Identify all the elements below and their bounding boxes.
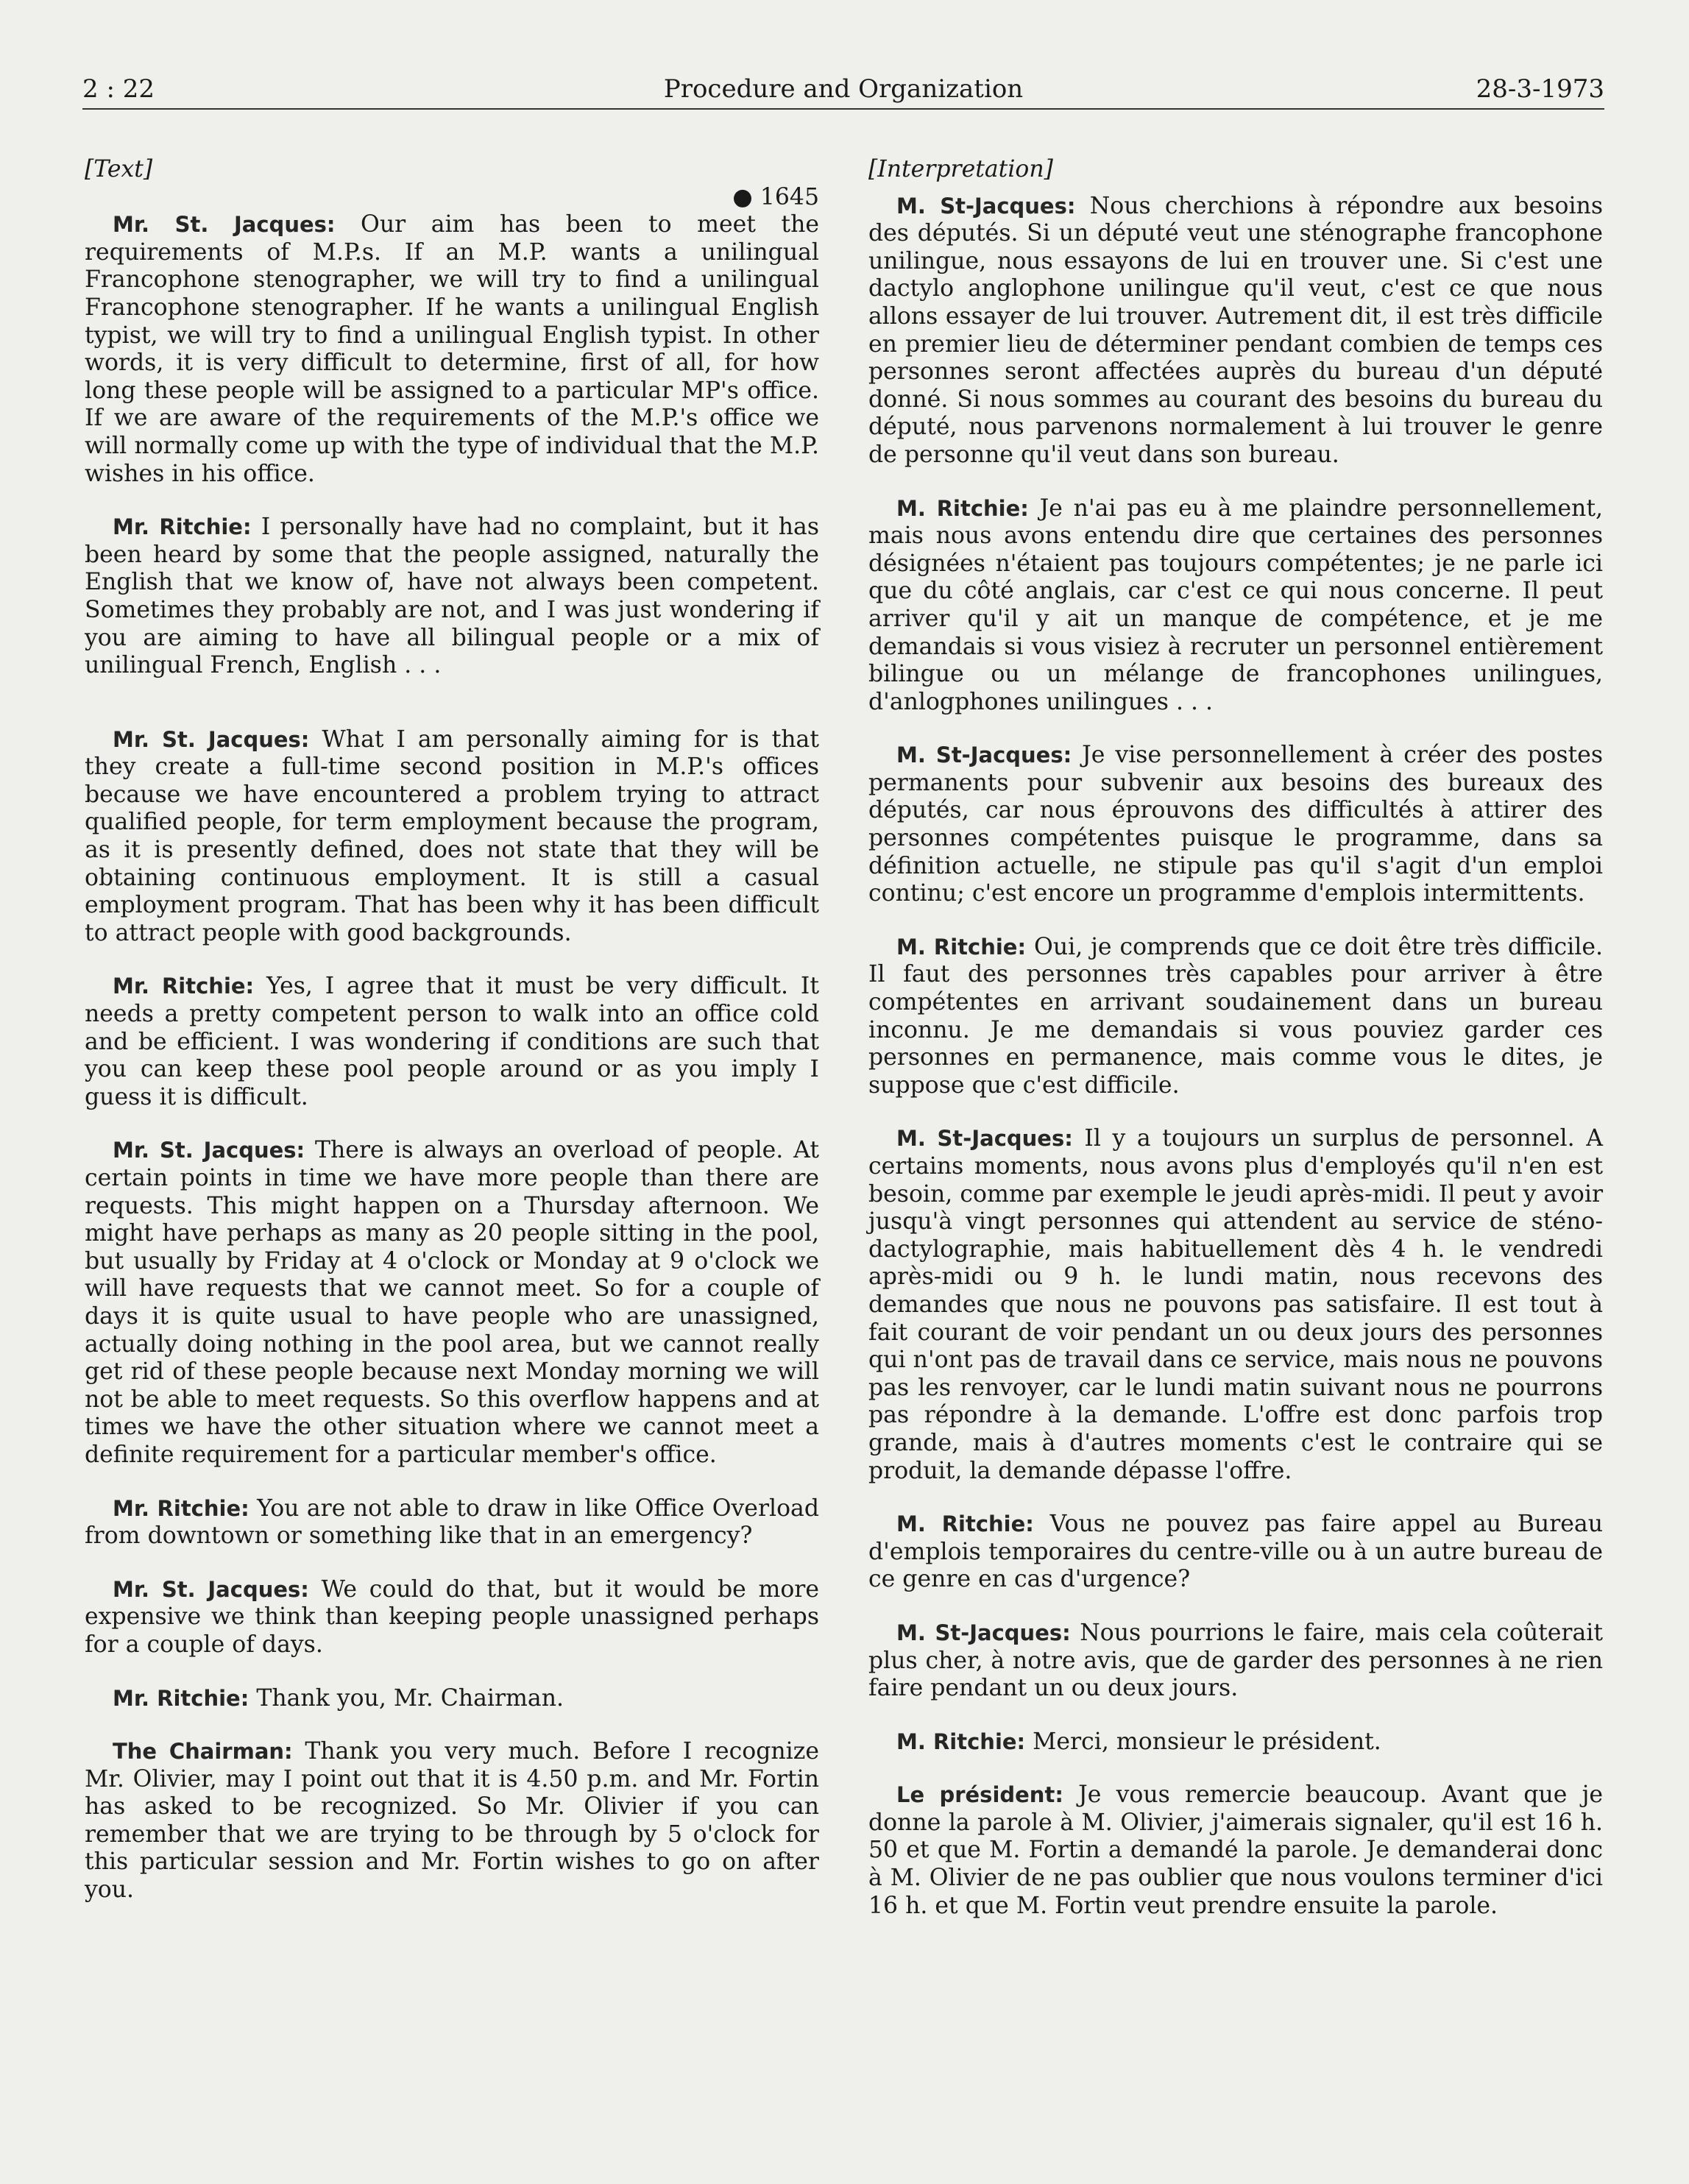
paragraph [868, 1620, 1603, 1703]
time-marker: ● 1645 [732, 183, 819, 210]
speaker-name: Mr. Ritchie: [113, 974, 255, 999]
page-date: 28-3-1973 [1476, 74, 1604, 104]
speech-text: You are not able to draw in like Office Overload from downtown or something like that in an emergency? [85, 1495, 819, 1550]
paragraph [85, 1137, 819, 1469]
speaker-name: M. Ritchie: [896, 934, 1027, 960]
paragraph [85, 1576, 819, 1659]
speech-text: Je vous remercie beaucoup. Avant que je donne la parole à M. Olivier, j'aimerais signaler, qu'il est 16 h. 50 et que M. Fortin a demandé la parole. Je demanderai donc à M. Olivier de ne pas oublier que nous voulons terminer d'ici 16 h. et que M. Fortin veut prendre ensuite la parole. [868, 1781, 1603, 1919]
speech-text: Oui, je comprends que ce doit être très difficile. Il faut des personnes très capables pour arriver à être compétentes en arrivant soudainement dans un bureau inconnu. Je me demandais si vous pouviez garder ces personnes en permanence, mais comme vous le dites, je suppose que c'est difficile. [868, 933, 1603, 1099]
paragraph [868, 495, 1603, 717]
speaker-name: The Chairman: [113, 1739, 293, 1765]
paragraph [85, 1495, 819, 1550]
header-rule [82, 108, 1604, 110]
paragraph [85, 1685, 819, 1713]
speaker-name: Le président: [896, 1782, 1063, 1808]
speech-text: Our aim has been to meet the requirements of M.P.s. If an M.P. wants a unilingual Francophone stenographer, we will try to find a unilingual Francophone stenographer. If he wants a unilingual English typist, we will try to find a unilingual English typist. In other words, it is very difficult to determine, first of all, for how long these people will be assigned to a particular MP's office. If we are aware of the requirements of the M.P.'s office we will normally come up with the type of individual that the M.P. wishes in his office. [85, 211, 819, 487]
speech-text: Yes, I agree that it must be very difficult. It needs a pretty competent person to walk into an office cold and be efficient. I was wondering if conditions are such that you can keep these pool people around or as you imply I guess it is difficult. [85, 973, 819, 1110]
speaker-name: M. Ritchie: [896, 495, 1029, 521]
speaker-name: M. St-Jacques: [896, 1620, 1071, 1645]
speaker-name: M. St-Jacques: [896, 193, 1076, 219]
speech-text: I personally have had no complaint, but it has been heard by some that the people assigned, naturally the English that we know of, have not always been competent. Sometimes they probably are not, and I was just wondering if you are aiming to have all bilingual people or a mix of unilingual French, English . . . [85, 514, 819, 679]
speaker-name: M. St-Jacques: [896, 1126, 1073, 1152]
page-header [82, 70, 1604, 108]
speech-text: Thank you, Mr. Chairman. [249, 1684, 564, 1712]
speech-text: Nous pourrions le faire, mais cela coûterait plus cher, à notre avis, que de garder des personnes à ne rien faire pendant un ou deux jours. [868, 1619, 1603, 1702]
speaker-name: M. Ritchie: [896, 1729, 1026, 1754]
paragraph [85, 726, 819, 948]
speech-text: We could do that, but it would be more expensive we think than keeping people unassigned perhaps for a couple of days. [85, 1575, 819, 1658]
speaker-name: M. St-Jacques: [896, 742, 1072, 768]
speech-text: There is always an overload of people. At certain points in time we have more people than there are requests. This might happen on a Thursday afternoon. We might have perhaps as many as 20 people sitting in the pool, but usually by Friday at 4 o'clock or Monday at 9 o'clock we will have requests that we cannot meet. So for a couple of days it is quite usual to have people who are unassigned, actually doing nothing in the pool area, but we cannot really get rid of these people because next Monday morning we will not be able to meet requests. So this overflow happens and at times we have the other situation where we cannot meet a definite requirement for a particular member's office. [85, 1137, 819, 1468]
page-number: 2 : 22 [82, 74, 155, 104]
spacer [85, 706, 819, 726]
speech-text: Merci, monsieur le président. [1025, 1728, 1381, 1755]
speech-text: Thank you very much. Before I recognize Mr. Olivier, may I point out that it is 4.50 p.m. and Mr. Fortin has asked to be recognized. So Mr. Olivier if you can remember that we are trying to be through by 5 o'clock for this particular session and Mr. Fortin wishes to go on after you. [85, 1738, 819, 1904]
paragraph [868, 1729, 1603, 1756]
paragraph [85, 514, 819, 680]
paragraph [868, 1511, 1603, 1594]
paragraph [868, 1125, 1603, 1485]
paragraph [868, 1781, 1603, 1920]
section-label-text: [Text] [85, 156, 153, 182]
paragraph [85, 1738, 819, 1904]
paragraph [868, 193, 1603, 469]
paragraph [85, 973, 819, 1111]
english-column [85, 156, 819, 1930]
speech-text: Je n'ai pas eu à me plaindre personnellement, mais nous avons entendu dire que certaines des personnes désignées n'étaient pas toujours compétentes; je ne parle ici que du côté anglais, car c'est ce qui nous concerne. Il peut arriver qu'il y ait un manque de compétence, et je me demandais si vous visiez à recruter un personnel entièrement bilingue ou un mélange de francophones unilingues, d'anlogphones unilingues . . . [868, 494, 1603, 715]
running-title: Procedure and Organization [663, 74, 1024, 104]
speech-text: Vous ne pouvez pas faire appel au Bureau d'emplois temporaires du centre-ville ou à un autre bureau de ce genre en cas d'urgence? [868, 1511, 1603, 1593]
spacer [868, 184, 1603, 193]
speaker-name: Mr. Ritchie: [113, 1685, 249, 1711]
speech-text: What I am personally aiming for is that they create a full-time second position in M.P.'s offices because we have encountered a problem trying to attract qualified people, for term employment because the program, as it is presently defined, does not state that they will be obtaining continuous employment. It is still a casual employment program. That has been why it has been difficult to attract people with good backgrounds. [85, 726, 819, 946]
speaker-name: Mr. Ritchie: [113, 1495, 249, 1521]
french-column [868, 156, 1603, 1946]
paragraph [868, 934, 1603, 1100]
speaker-name: M. Ritchie: [896, 1511, 1034, 1537]
speaker-name: Mr. St. Jacques: [113, 726, 310, 752]
paragraph [868, 742, 1603, 908]
speaker-name: Mr. Ritchie: [113, 514, 252, 540]
speech-text: Nous cherchions à répondre aux besoins des députés. Si un député veut une sténographe francophone unilingue, nous essayons de lui en trouver une. Si c'est une dactylo anglophone unilingue qu'il veut, c'est ce que nous allons essayer de lui trouver. Autrement dit, il est très difficile en premier lieu de déterminer pendant combien de temps ces personnes seront affectées auprès du bureau d'un député donné. Si nous sommes au courant des besoins du bureau du député, nous parvenons normalement à lui trouver le genre de personne qu'il veut dans son bureau. [868, 192, 1603, 468]
speaker-name: Mr. St. Jacques: [113, 212, 336, 238]
speaker-name: Mr. St. Jacques: [113, 1576, 309, 1602]
speech-text: Il y a toujours un surplus de personnel. A certains moments, nous avons plus d'employés qu'il n'en est besoin, comme par exemple le jeudi après-midi. Il peut y avoir jusqu'à vingt personnes qui attendent au service de sténo-dactylographie, mais habituellement dès 4 h. le vendredi après-midi ou 9 h. le lundi matin, nous recevons des demandes que nous ne pouvons pas satisfaire. Il est tout à fait courant de voir pendant un ou deux jours des personnes qui n'ont pas de travail dans ce service, mais nous ne pouvons pas les renvoyer, car le lundi matin suivant nous ne pourrons pas répondre à la demande. L'offre est donc parfois trop grande, mais à d'autres moments c'est le contraire qui se produit, la demande dépasse l'offre. [868, 1125, 1603, 1484]
section-label-interpretation: [Interpretation] [868, 156, 1053, 182]
speech-text: Je vise personnellement à créer des postes permanents pour subvenir aux besoins des bureaux des députés, car nous éprouvons des difficultés à attirer des personnes compétentes puisque le programme, dans sa définition actuelle, ne stipule pas qu'il s'agit d'un emploi continu; c'est encore un programme d'emplois intermittents. [868, 742, 1603, 907]
speaker-name: Mr. St. Jacques: [113, 1138, 305, 1163]
paragraph [85, 211, 819, 488]
